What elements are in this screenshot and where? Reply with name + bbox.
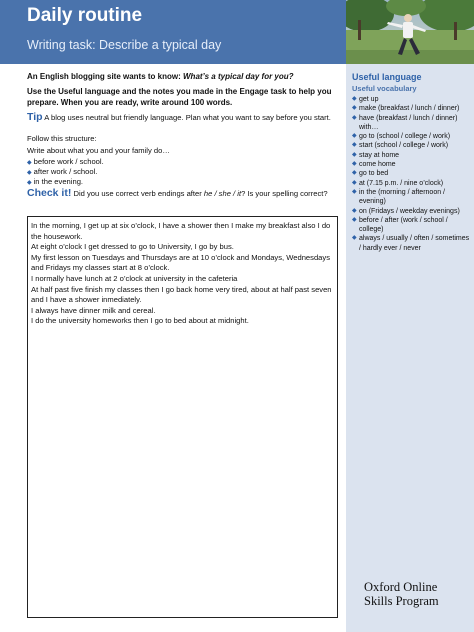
essay-line: I always have dinner milk and cereal. [31,305,156,315]
vocabulary-item-text: on (Fridays / weekday evenings) [359,207,460,215]
page-title: Daily routine [27,5,143,26]
diamond-bullet-icon: ◆ [352,188,357,195]
intro-question: What’s a typical day for you? [183,72,294,81]
essay-text-area[interactable] [27,216,338,618]
diamond-bullet-icon: ◆ [352,114,357,121]
page-subtitle: Writing task: Describe a typical day [27,38,222,52]
structure-follow-text: Follow this structure: [27,134,97,143]
diamond-bullet-icon: ◆ [352,235,357,242]
diamond-bullet-icon: ◆ [27,170,32,176]
vocabulary-item [352,114,470,133]
sidebar-subtitle: Useful vocabulary [352,84,417,93]
structure-item-text: before work / school. [33,157,104,166]
diamond-bullet-icon: ◆ [352,142,357,149]
diamond-bullet-icon: ◆ [352,151,357,158]
diamond-bullet-icon: ◆ [352,170,357,177]
diamond-bullet-icon: ◆ [352,133,357,140]
vocabulary-item [352,216,470,235]
essay-line: In the morning, I get up at six o’clock, I have a shower then I make my breakfast also I do the housework. [31,221,331,241]
vocabulary-list [352,95,470,253]
essay-line: I normally have lunch at 2 o’clock at university in the cafeteria [31,273,238,283]
diamond-bullet-icon: ◆ [27,180,32,186]
check-text-before: Did you use correct verb endings after [73,189,204,198]
vocabulary-item-text: come home [359,161,396,169]
diamond-bullet-icon: ◆ [352,207,357,214]
check-heading: Check it! [27,187,72,199]
vocabulary-item [352,104,470,113]
intro-text [27,72,337,81]
structure-item-text: in the evening. [33,177,84,186]
structure-item-text: after work / school. [33,167,98,176]
diamond-bullet-icon: ◆ [352,96,357,102]
vocabulary-item [352,169,470,178]
vocabulary-item-text: always / usually / often / sometimes / hardly ever / never [359,235,470,252]
vocabulary-item-text: have (breakfast / lunch / dinner) with… [359,114,458,131]
header-photo [346,0,474,64]
essay-line: I do the university homeworks then I go to bed about at midnight. [31,316,249,326]
write-about-text: Write about what you and your family do… [27,146,170,155]
useful-language-sidebar [346,64,474,632]
oxford-online-skills-logo [364,580,468,608]
vocabulary-item [352,188,470,207]
tip-text: A blog uses neutral but friendly language. Plan what you want to say before you start. [44,113,331,122]
vocabulary-item-text: get up [359,96,379,103]
check-pronouns: he / she / it [203,189,242,198]
vocabulary-item [352,207,470,216]
vocabulary-item [352,160,470,169]
tip-block [27,112,337,124]
diamond-bullet-icon: ◆ [352,161,357,168]
vocabulary-item-text: make (breakfast / lunch / dinner) [359,105,460,113]
vocabulary-item-text: go to (school / college / work) [359,133,451,141]
vocabulary-item [352,179,470,188]
essay-line: My first lesson on Tuesdays and Thursdays are at 10 o’clock and Mondays, Wednesdays and Fridays my classes start at 8 o’clock. [31,252,330,273]
vocabulary-item-text: at (7.15 p.m. / nine o’clock) [359,179,444,187]
tai-chi-photo-image [346,0,474,64]
intro-lead: An English blogging site wants to know: [27,72,183,81]
diamond-bullet-icon: ◆ [352,216,357,223]
vocabulary-item-text: stay at home [359,151,400,159]
check-text-after: ? Is your spelling correct? [241,189,328,198]
essay-line: At eight o’clock I get dressed to go to University, I go by bus. [31,242,234,252]
vocabulary-item-text: in the (morning / afternoon / evening) [359,188,445,206]
vocabulary-item-text: before / after (work / school / college) [359,216,448,234]
logo-line-2: Skills Program [364,594,439,608]
vocabulary-item [352,234,470,253]
vocabulary-item [352,151,470,160]
vocabulary-item-text: start (school / college / work) [359,142,449,150]
essay-line: At half past five finish my classes then I go back home very tired, about at half past seven and I have a shower inmediately. [31,284,332,305]
instructions-text: Use the Useful language and the notes you made in the Engage task to help you prepare. When you are ready, write around 100 words. [27,87,332,107]
diamond-bullet-icon: ◆ [27,160,32,166]
logo-line-1: Oxford Online [364,580,438,594]
vocabulary-item-text: go to bed [359,170,389,178]
vocabulary-item [352,132,470,141]
sidebar-title: Useful language [352,72,422,82]
diamond-bullet-icon: ◆ [352,105,357,112]
structure-item [27,177,337,189]
tip-heading: Tip [27,111,43,123]
vocabulary-item [352,95,470,104]
diamond-bullet-icon: ◆ [352,179,357,186]
check-block [27,188,337,200]
vocabulary-item [352,141,470,150]
